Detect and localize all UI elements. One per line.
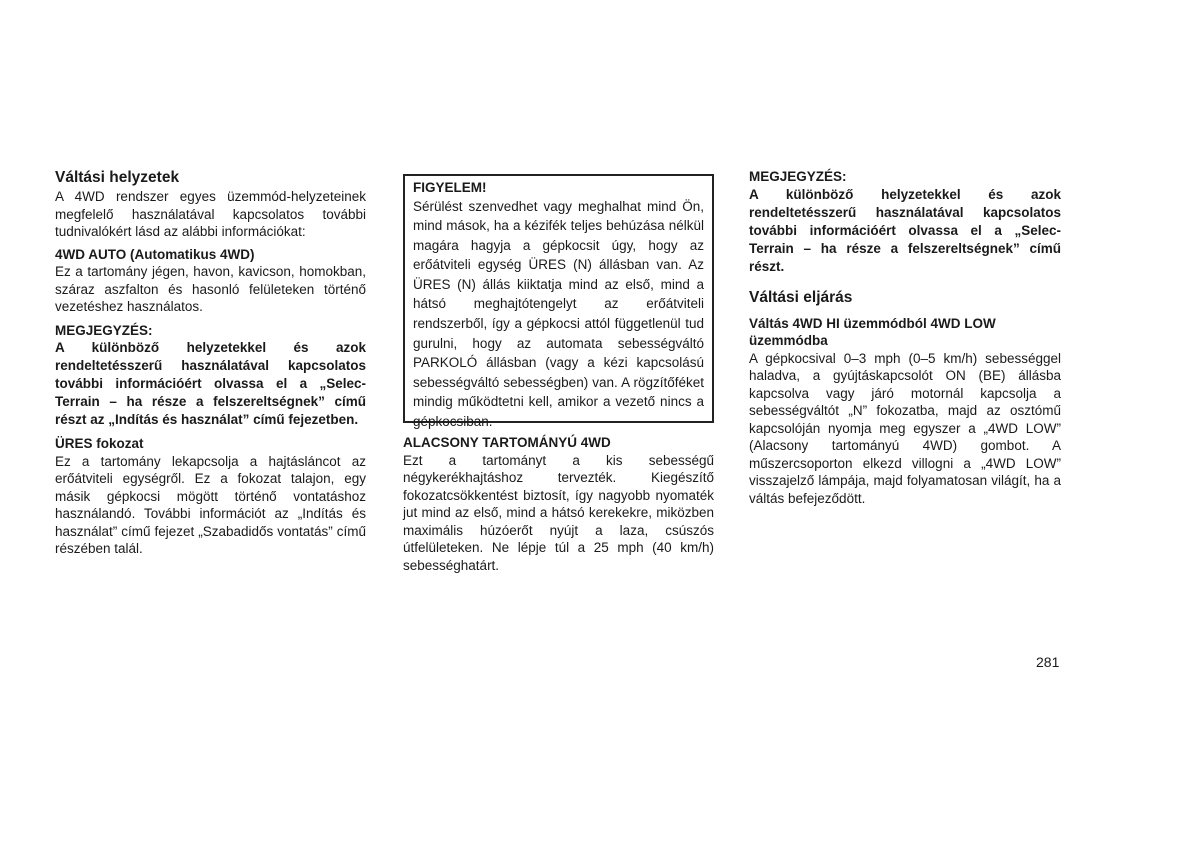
section-heading-shift-positions: Váltási helyzetek bbox=[55, 169, 180, 186]
right-column bbox=[749, 168, 1061, 507]
warning-heading: FIGYELEM! bbox=[413, 180, 487, 195]
warning-text: Sérülést szenvedhet vagy meghalhat mind Ön, mind mások, ha a kézifék teljes behúzása nélkül magára hagyja a gépkocsit úgy, hogy az erőátviteli egység ÜRES (N) állásban van. Az ÜRES (N) állás kiiktatja mind az első, mind a hátsó meghajtótengelyt az erőátviteli rendszerből, így a gépkocsi attól függetlenül tud gurulni, hogy az automata sebességváltó PARKOLÓ állásban (vagy a kézi kapcsolású sebességváltó sebességben) van. A rögzítőféket mindig működtetni kell, amikor a vezető nincs a gépkocsiban. bbox=[413, 198, 704, 430]
paragraph-low-range: Ezt a tartományt a kis sebességű négykerékhajtáshoz tervezték. Kiegészítő fokozatcsökkentést biztosít, így nagyobb nyomaték jut mind az első, mind a hátsó kerekekre, miközben maximális húzóerőt nyújt a laza, csúszós útfelületeken. Ne lépje túl a 25 mph (40 km/h) sebességhatárt. bbox=[403, 452, 714, 573]
note-heading-right: MEGJEGYZÉS: bbox=[749, 169, 847, 184]
subheading-hi-to-low: Váltás 4WD HI üzemmódból 4WD LOW üzemmódba bbox=[749, 315, 996, 348]
note-text-right: A különböző helyzetekkel és azok rendeltetésszerű használatával kapcsolatos további információért olvassa el a „Selec-Terrain – ha része a felszereltségnek” című részt. bbox=[749, 186, 1061, 274]
paragraph-hi-to-low: A gépkocsival 0–3 mph (0–5 km/h) sebességgel haladva, a gyújtáskapcsolót ON (BE) állásba kapcsolva vagy járó motornál kapcsolja a sebességváltót „N” fokozatba, majd az osztómű kapcsolóján nyomja meg egyszer a „4WD LOW” (Alacsony tartományú 4WD) gombot. A műszercsoporton elkezd villogni a „4WD LOW” visszajelző lámpája, majd folyamatosan világít, ha a váltás befejeződött. bbox=[749, 350, 1061, 506]
paragraph-neutral: Ez a tartomány lekapcsolja a hajtásláncot az erőátviteli egységről. Ez a fokozat talajon, egy másik gépkocsi mögött történő vontatáshoz használandó. További információt az „Indítás és használat” című fejezet „Szabadidős vontatás” című részében talál. bbox=[55, 453, 366, 556]
page-number: 281 bbox=[1036, 654, 1060, 670]
note-text: A különböző helyzetekkel és azok rendeltetésszerű használatával kapcsolatos további információért olvassa el a „Selec-Terrain – ha része a felszereltségnek” című részt az „Indítás és használat” című fejezetben. bbox=[55, 340, 366, 427]
subheading-4wd-auto: 4WD AUTO (Automatikus 4WD) bbox=[55, 246, 255, 262]
warning-box bbox=[403, 174, 714, 430]
paragraph-4wd-auto: Ez a tartomány jégen, havon, kavicson, homokban, száraz aszfalton és hasonló felületeken történő vezetéshez használatos. bbox=[55, 264, 366, 314]
left-column bbox=[55, 168, 366, 558]
subheading-neutral: ÜRES fokozat bbox=[55, 436, 144, 451]
intro-paragraph: A 4WD rendszer egyes üzemmód-helyzeteinek megfelelő használatával kapcsolatos további tudnivalókért lásd az alábbi információkat: bbox=[55, 189, 366, 239]
note-heading: MEGJEGYZÉS: bbox=[55, 322, 153, 338]
middle-column bbox=[403, 434, 714, 574]
subheading-low-range: ALACSONY TARTOMÁNYÚ 4WD bbox=[403, 435, 611, 450]
section-heading-procedure: Váltási eljárás bbox=[749, 288, 853, 306]
